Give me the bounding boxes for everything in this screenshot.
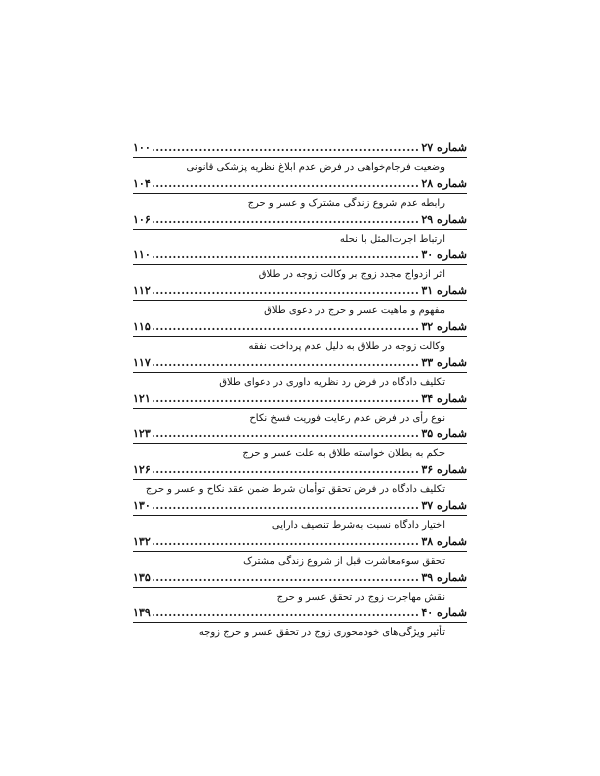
toc-dot-leader [153, 175, 420, 193]
toc-entry [133, 318, 467, 354]
toc-entry-heading [133, 318, 467, 337]
toc-dot-leader [153, 318, 420, 336]
toc-dot-leader [153, 533, 420, 551]
toc-entry-heading [133, 354, 467, 373]
toc-entry-heading [133, 246, 467, 265]
toc-page-number: ۱۱۵ [133, 319, 151, 333]
toc-entry-number: شماره ۲۸ [421, 176, 467, 190]
toc-dot-leader [153, 461, 420, 479]
toc-entry [133, 175, 467, 211]
toc-entry-title: تأثیر ویژگی‌های خودمحوری زوج در تحقق عسر و حرج زوجه [198, 627, 445, 639]
toc-entry-title: اختیار دادگاه نسبت به‌شرط تنصیف دارایی [271, 519, 445, 531]
toc-page-number: ۱۲۶ [133, 463, 151, 477]
toc-entry-heading [133, 175, 467, 194]
toc-entry-title: تحقق سوءمعاشرت قبل از شروع زندگی مشترک [243, 555, 445, 567]
toc-entry [133, 604, 467, 640]
toc-entry-number: شماره ۳۶ [421, 463, 467, 477]
toc-entry [133, 533, 467, 569]
toc-entry-number: شماره ۲۹ [421, 212, 467, 226]
toc-page-number: ۱۳۹ [133, 606, 151, 620]
toc-entry [133, 497, 467, 533]
toc-entry-number: شماره ۳۴ [421, 391, 467, 405]
toc-entry [133, 354, 467, 390]
toc-entry-number: شماره ۳۲ [421, 319, 467, 333]
toc-entry-number: شماره ۴۰ [421, 606, 467, 620]
toc-entry-title: اثر ازدواج مجدد زوج بر وکالت زوجه در طلاق [258, 269, 445, 281]
toc-entry [133, 461, 467, 497]
toc-dot-leader [153, 604, 420, 622]
toc-entry-heading [133, 211, 467, 230]
toc-entry [133, 425, 467, 461]
toc-entry-heading [133, 497, 467, 516]
toc-entry-title: وضعیت فرجام‌خواهی در فرض عدم ابلاغ نظریه پزشکی قانونی [186, 162, 445, 173]
toc-entry [133, 246, 467, 282]
toc-page-number: ۱۱۰ [133, 248, 151, 262]
toc-page-number: ۱۳۵ [133, 570, 151, 584]
toc-dot-leader [153, 246, 420, 264]
toc-entry-heading [133, 604, 467, 623]
toc-page-number: ۱۰۶ [133, 212, 151, 226]
toc-entry-title: تکلیف دادگاه در فرض رد نظریه داوری در دعوای طلاق [219, 376, 445, 388]
toc-page-number: ۱۰۰ [133, 141, 151, 154]
toc-entry-title: ارتباط اجرت‌المثل با نحله [339, 233, 445, 245]
toc-entry-heading [133, 282, 467, 301]
toc-entry-title: نقش مهاجرت زوج در تحقق عسر و حرج [276, 591, 445, 603]
toc-page-number: ۱۱۷ [133, 355, 151, 369]
toc-entry-heading [133, 390, 467, 409]
toc-entry [133, 569, 467, 605]
toc-dot-leader [153, 282, 420, 300]
toc-entry-number: شماره ۳۹ [421, 570, 467, 584]
toc-entry-heading [133, 425, 467, 444]
toc-entry-number: شماره ۳۰ [421, 248, 467, 262]
toc-entry-heading [133, 139, 467, 158]
toc-entry-number: شماره ۳۷ [421, 498, 467, 512]
toc-entry-title: تکلیف دادگاه در فرض تحقق توأمان شرط ضمن عقد نکاح و عسر و حرج [145, 484, 445, 496]
toc-dot-leader [153, 425, 420, 443]
toc-entry-title: مفهوم و ماهیت عسر و حرج در دعوی طلاق [264, 305, 445, 317]
toc-entry-title: حکم به بطلان خواسته طلاق به علت عسر و حرج [242, 448, 445, 460]
toc-page-number: ۱۲۱ [133, 391, 151, 405]
toc-page-number: ۱۱۲ [133, 284, 151, 298]
toc-entry [133, 139, 467, 175]
toc-dot-leader [153, 139, 420, 157]
toc-entry-heading [133, 533, 467, 552]
toc-entry-number: شماره ۲۷ [421, 141, 467, 154]
toc-entry [133, 211, 467, 247]
toc-entry [133, 390, 467, 426]
toc-dot-leader [153, 354, 420, 372]
toc-entry-number: شماره ۳۸ [421, 534, 467, 548]
toc-entry-title: وکالت زوجه در طلاق به دلیل عدم پرداخت نفقه [248, 340, 445, 352]
table-of-contents [133, 139, 467, 640]
toc-entry-number: شماره ۳۳ [421, 355, 467, 369]
toc-dot-leader [153, 211, 420, 229]
toc-page-number: ۱۰۴ [133, 176, 151, 190]
toc-entry-number: شماره ۳۱ [421, 284, 467, 298]
toc-page-number: ۱۲۳ [133, 427, 151, 441]
toc-dot-leader [153, 390, 420, 408]
toc-dot-leader [153, 569, 420, 587]
toc-entry-title: نوع رأی در فرض عدم رعایت فوریت فسخ نکاح [249, 412, 445, 424]
toc-entry [133, 282, 467, 318]
toc-page-number: ۱۳۰ [133, 498, 151, 512]
toc-entry-title: رابطه عدم شروع زندگی مشترک و عسر و حرج [247, 197, 445, 209]
toc-entry-heading [133, 461, 467, 480]
toc-entry-heading [133, 569, 467, 588]
toc-page-number: ۱۳۲ [133, 534, 151, 548]
toc-dot-leader [153, 497, 420, 515]
toc-entry-number: شماره ۳۵ [421, 427, 467, 441]
